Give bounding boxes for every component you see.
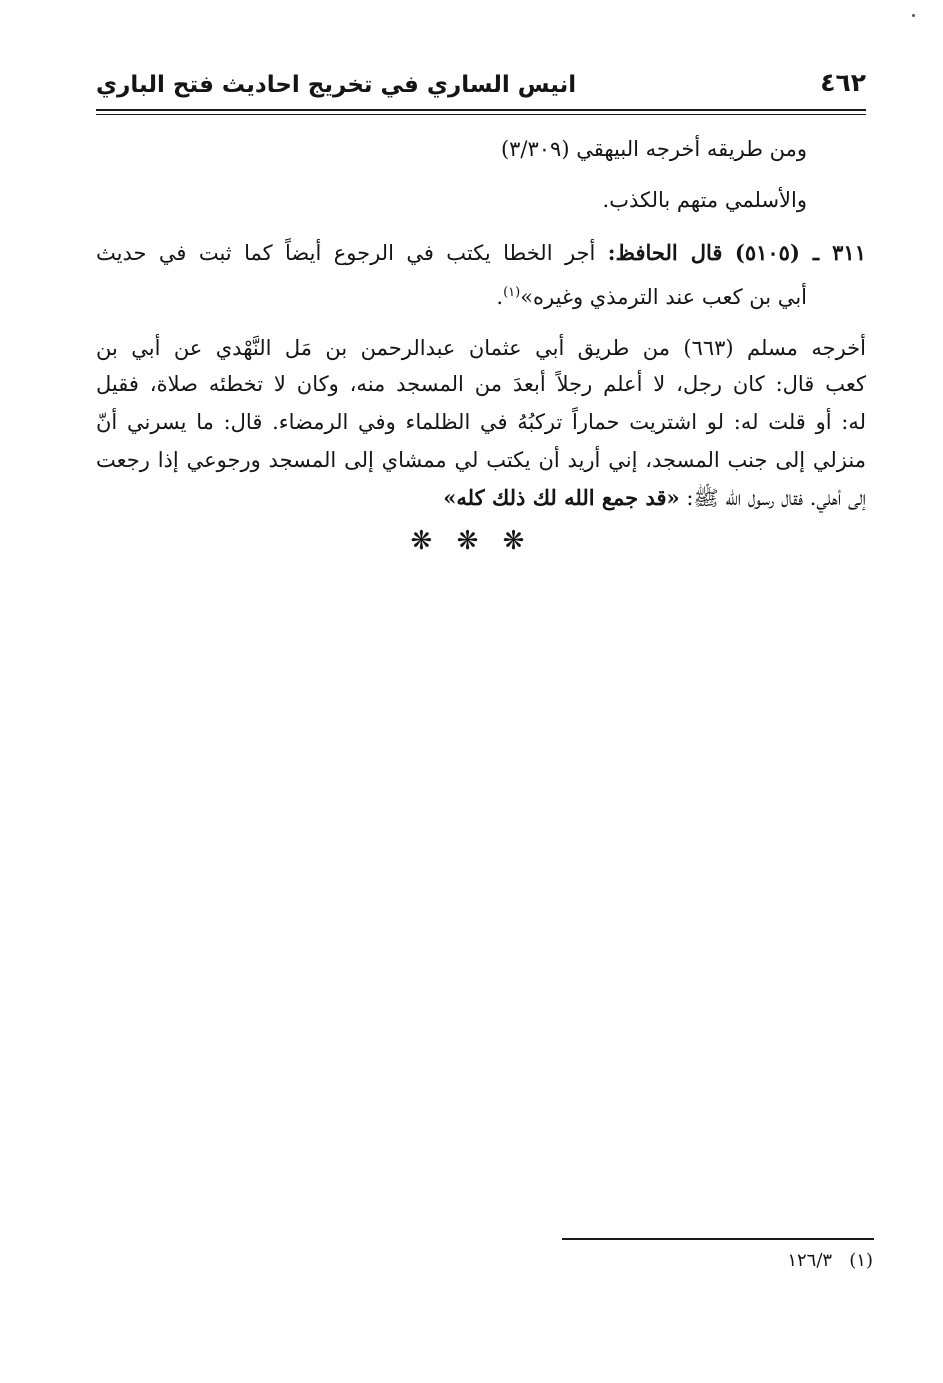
body-line-1: ومن طريقه أخرجه البيهقي (٣/٣٠٩) bbox=[500, 137, 807, 161]
paragraph-line-5: إلى أهلي. فقال رسول الله ﷺ: «قد جمع الله لك ذلك كله» bbox=[443, 485, 866, 510]
header-rule-thick bbox=[96, 109, 866, 111]
footnote-rule bbox=[562, 1238, 874, 1240]
running-title: انيس الساري في تخريج احاديث فتح الباري bbox=[96, 72, 577, 98]
page-number: ٤٦٢ bbox=[820, 68, 866, 97]
running-header bbox=[96, 66, 866, 112]
header-rule-thin bbox=[96, 114, 866, 115]
entry-number: ٣١١ ـ (٥١٠٥) bbox=[734, 240, 866, 265]
footnote bbox=[787, 1246, 873, 1276]
entry-text: أجر الخطا يكتب في الرجوع أيضاً كما ثبت في حديث bbox=[96, 241, 596, 265]
entry-label: قال الحافظ: bbox=[607, 240, 723, 265]
paragraph-line-4: منزلي إلى جنب المسجد، إني أريد أن يكتب لي ممشاي إلى المسجد ورجوعي إذا رجعت bbox=[96, 448, 866, 472]
body-line-2: والأسلمي متهم بالكذب. bbox=[602, 188, 807, 212]
paragraph-line-2: كعب قال: كان رجل، لا أعلم رجلاً أبعدَ من المسجد منه، وكان لا تخطئه صلاة، فقيل bbox=[96, 372, 866, 396]
paragraph-line-3: له: أو قلت له: لو اشتريت حماراً تركبُهُ في الظلماء وفي الرمضاء. قال: ما يسرني أنّ bbox=[96, 410, 866, 434]
entry-line-2: أبي بن كعب عند الترمذي وغيره»$^{(١)}$. bbox=[496, 285, 807, 309]
scan-speck bbox=[912, 14, 915, 17]
section-ornaments: ❋ ❋ ❋ bbox=[410, 526, 533, 556]
paragraph-line-1: أخرجه مسلم (٦٦٣) من طريق أبي عثمان عبدالرحمن بن مَل النَّهْدي عن أبي بن bbox=[96, 336, 866, 360]
entry-heading-line bbox=[96, 236, 866, 270]
footnote-text: ١٢٦/٣ bbox=[787, 1250, 833, 1271]
footnote-ref: (١) bbox=[503, 285, 521, 300]
footnote-marker: (١) bbox=[849, 1250, 873, 1271]
hadith-quote: «قد جمع الله لك ذلك كله» bbox=[443, 485, 680, 510]
